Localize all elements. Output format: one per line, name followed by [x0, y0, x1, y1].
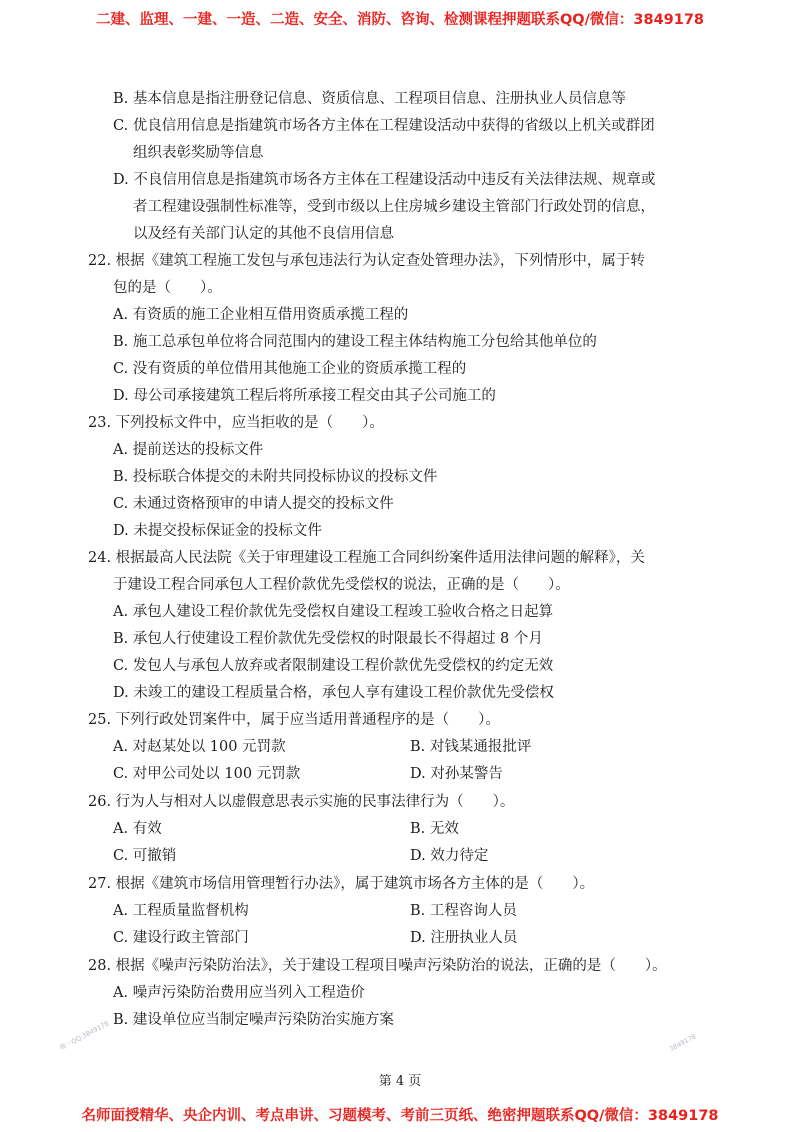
- q24-option-b: B. 承包人行使建设工程价款优先受偿权的时限最长不得超过 8 个月: [113, 631, 543, 647]
- q28-option-b: B. 建设单位应当制定噪声污染防治实施方案: [113, 1012, 394, 1028]
- q27-option-d: D. 注册执业人员: [410, 930, 518, 946]
- q21-option-c-cont: 组织表彰奖励等信息: [133, 145, 264, 161]
- top-contact-banner: 二建、监理、一建、一造、二造、安全、消防、咨询、检测课程押题联系QQ/微信：3849178: [95, 12, 705, 28]
- q25-option-b: B. 对钱某通报批评: [410, 739, 532, 755]
- q26-option-a: A. 有效: [113, 821, 162, 837]
- q28-stem: 28. 根据《噪声污染防治法》，关于建设工程项目噪声污染防治的说法，正确的是（ ）。: [88, 958, 667, 974]
- q24-option-d: D. 未竣工的建设工程质量合格，承包人享有建设工程价款优先受偿权: [113, 685, 554, 701]
- q23-option-d: D. 未提交投标保证金的投标文件: [113, 523, 322, 539]
- q28-option-a: A. 噪声污染防治费用应当列入工程造价: [113, 985, 365, 1001]
- q26-stem: 26. 行为人与相对人以虚假意思表示实施的民事法律行为（ ）。: [88, 794, 515, 810]
- q24-stem: 24. 根据最高人民法院《关于审理建设工程施工合同纠纷案件适用法律问题的解释》，关: [88, 550, 645, 566]
- q26-option-d: D. 效力待定: [410, 848, 489, 864]
- q22-option-d: D. 母公司承接建筑工程后将所承接工程交由其子公司施工的: [113, 388, 496, 404]
- watermark-right: 3849178: [668, 1032, 698, 1054]
- q21-option-d-cont-1: 者工程建设强制性标准等，受到市级以上住房城乡建设主管部门行政处罚的信息，: [133, 199, 655, 215]
- q27-stem: 27. 根据《建筑市场信用管理暂行办法》，属于建筑市场各方主体的是（ ）。: [88, 876, 595, 892]
- q21-option-d-cont-2: 以及经有关部门认定的其他不良信用信息: [133, 226, 394, 242]
- q25-option-a: A. 对赵某处以 100 元罚款: [113, 739, 286, 755]
- q24-option-a: A. 承包人建设工程价款优先受偿权自建设工程竣工验收合格之日起算: [113, 604, 554, 620]
- q24-stem-cont: 于建设工程合同承包人工程价款优先受偿权的说法，正确的是（ ）。: [113, 577, 570, 593]
- q27-option-a: A. 工程质量监督机构: [113, 903, 249, 919]
- q22-stem-cont: 包的是（ ）。: [113, 280, 222, 296]
- q25-option-c: C. 对甲公司处以 100 元罚款: [113, 766, 301, 782]
- q27-option-b: B. 工程咨询人员: [410, 903, 517, 919]
- q23-option-b: B. 投标联合体提交的未附共同投标协议的投标文件: [113, 469, 438, 485]
- q25-stem: 25. 下列行政处罚案件中，属于应当适用普通程序的是（ ）。: [88, 712, 500, 728]
- q22-option-c: C. 没有资质的单位借用其他施工企业的资质承揽工程的: [113, 361, 467, 377]
- bottom-contact-banner: 名师面授精华、央企内训、考点串讲、习题模考、考前三页纸、绝密押题联系QQ/微信：3849178: [81, 1108, 719, 1124]
- q23-stem: 23. 下列投标文件中，应当拒收的是（ ）。: [88, 415, 384, 431]
- q21-option-b: B. 基本信息是指注册登记信息、资质信息、工程项目信息、注册执业人员信息等: [113, 91, 626, 107]
- q24-option-c: C. 发包人与承包人放弃或者限制建设工程价款优先受偿权的约定无效: [113, 658, 554, 674]
- q25-option-d: D. 对孙某警告: [410, 766, 503, 782]
- q26-option-c: C. 可撤销: [113, 848, 177, 864]
- q26-option-b: B. 无效: [410, 821, 459, 837]
- watermark-left: 唯一QQ:3849178: [58, 1019, 111, 1052]
- q27-option-c: C. 建设行政主管部门: [113, 930, 249, 946]
- q22-option-a: A. 有资质的施工企业相互借用资质承揽工程的: [113, 307, 409, 323]
- q23-option-c: C. 未通过资格预审的申请人提交的投标文件: [113, 496, 394, 512]
- q21-option-c: C. 优良信用信息是指建筑市场各方主体在工程建设活动中获得的省级以上机关或群团: [113, 118, 655, 134]
- q21-option-d: D. 不良信用信息是指建筑市场各方主体在工程建设活动中违反有关法律法规、规章或: [113, 172, 656, 188]
- q22-stem: 22. 根据《建筑工程施工发包与承包违法行为认定查处管理办法》，下列情形中，属于转: [88, 253, 645, 269]
- q23-option-a: A. 提前送达的投标文件: [113, 442, 264, 458]
- page-number: 第 4 页: [378, 1074, 422, 1089]
- q22-option-b: B. 施工总承包单位将合同范围内的建设工程主体结构施工分包给其他单位的: [113, 334, 597, 350]
